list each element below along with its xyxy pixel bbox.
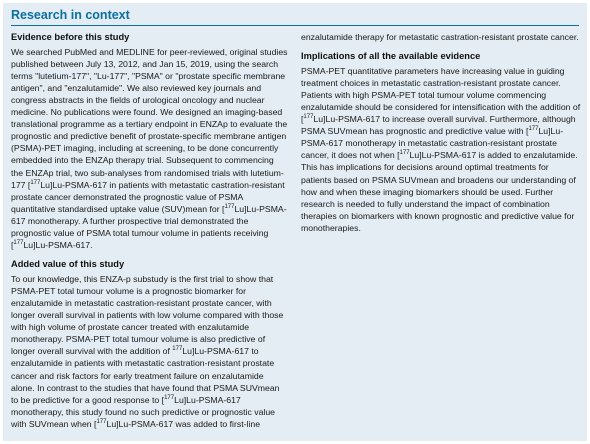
research-in-context-panel [3,3,587,441]
panel-title: Research in context [11,8,130,22]
section-added-value-continued [301,31,581,43]
section-body-added-value: To our knowledge, this ENZA-p substudy is the first trial to show that PSMA-PET total tumour volume is a prognostic biomarker for enzalutamide in metastatic castration-resistant prostate cancer, with longer overall survival in patients with low volume compared with those with high volume of prostate cancer treated with enzalutamide monotherapy. PSMA-PET total tumour volume is also predictive of longer overall survival with the addition of $^{177}$Lu]Lu-PSMA-617 to enzalutamide in patients with metastatic castration-resistant prostate cancer and risk factors for early treatment failure on enzalutamide alone. In contrast to the studies that have found that PSMA SUVmean to be predictive for a good response to [$^{177}$Lu]Lu-PSMA-617 monotherapy, this study found no such predictive or prognostic value with SUVmean when [$^{177}$Lu]Lu-PSMA-617 was added to first-line [11,273,284,429]
title-divider [11,25,579,26]
section-implications [301,50,581,234]
section-heading-added-value: Added value of this study [11,259,125,270]
section-body-added-value-continued: enzalutamide therapy for metastatic castration-resistant prostate cancer. [301,32,579,42]
right-column [301,31,581,241]
section-added-value [11,258,288,430]
section-evidence-before [11,31,288,251]
section-heading-implications: Implications of all the available evidence [301,51,481,62]
left-column [11,31,288,437]
section-heading-evidence-before: Evidence before this study [11,32,130,42]
section-body-implications: PSMA-PET quantitative parameters have increasing value in guiding treatment choices in metastatic castration-resistant prostate cancer. Patients with high PSMA-PET total tumour volume commencing enzalutamide should be considered for intensification with the addition of [$^{177}$Lu]Lu-PSMA-617 to increase overall survival. Furthermore, although PSMA SUVmean has prognostic and predictive value with [$^{177}$Lu]Lu-PSMA-617 monotherapy in metastatic castration-resistant prostate cancer, it does not when [$^{177}$Lu]Lu-PSMA-617 is added to enzalutamide. This has implications for decisions around optimal treatments for patients based on PSMA SUVmean and broadens our understanding of how and when these imaging biomarkers should be used. Further research is needed to fully understand the impact of combination therapies on biomarkers with known prognostic and predictive value for monotherapies. [301,65,581,233]
section-body-evidence-before: We searched PubMed and MEDLINE for peer-reviewed, original studies published between July 13, 2012, and Jan 15, 2019, using the search terms "lutetium-177", "Lu-177", "PSMA" or "prostate specific membrane antigen", and "enzalutamide". We also reviewed key journals and congress abstracts in the fields of urological oncology and nuclear medicine. No publications were found. We designed an imaging-based translational programme as a tertiary endpoint in ENZAp to evaluate the prognostic and predictive benefit of prostate-specific membrane antigen (PSMA)-PET imaging, including at screening, to be done concurrently embedded into the ENZAp therapy trial. Subsequent to commencing the ENZAp trial, two sub-analyses from randomised trials with lutetium-177 [$^{177}$Lu]Lu-PSMA-617 in patients with metastatic castration-resistant prostate cancer demonstrated the prognostic value of PSMA quantitative standardised uptake value (SUV)mean for [$^{177}$Lu]Lu-PSMA-617 monotherapy. A further prospective trial demonstrated the prognostic value of PSMA total tumour volume in patients receiving [$^{177}$Lu]Lu-PSMA-617. [11,46,288,251]
